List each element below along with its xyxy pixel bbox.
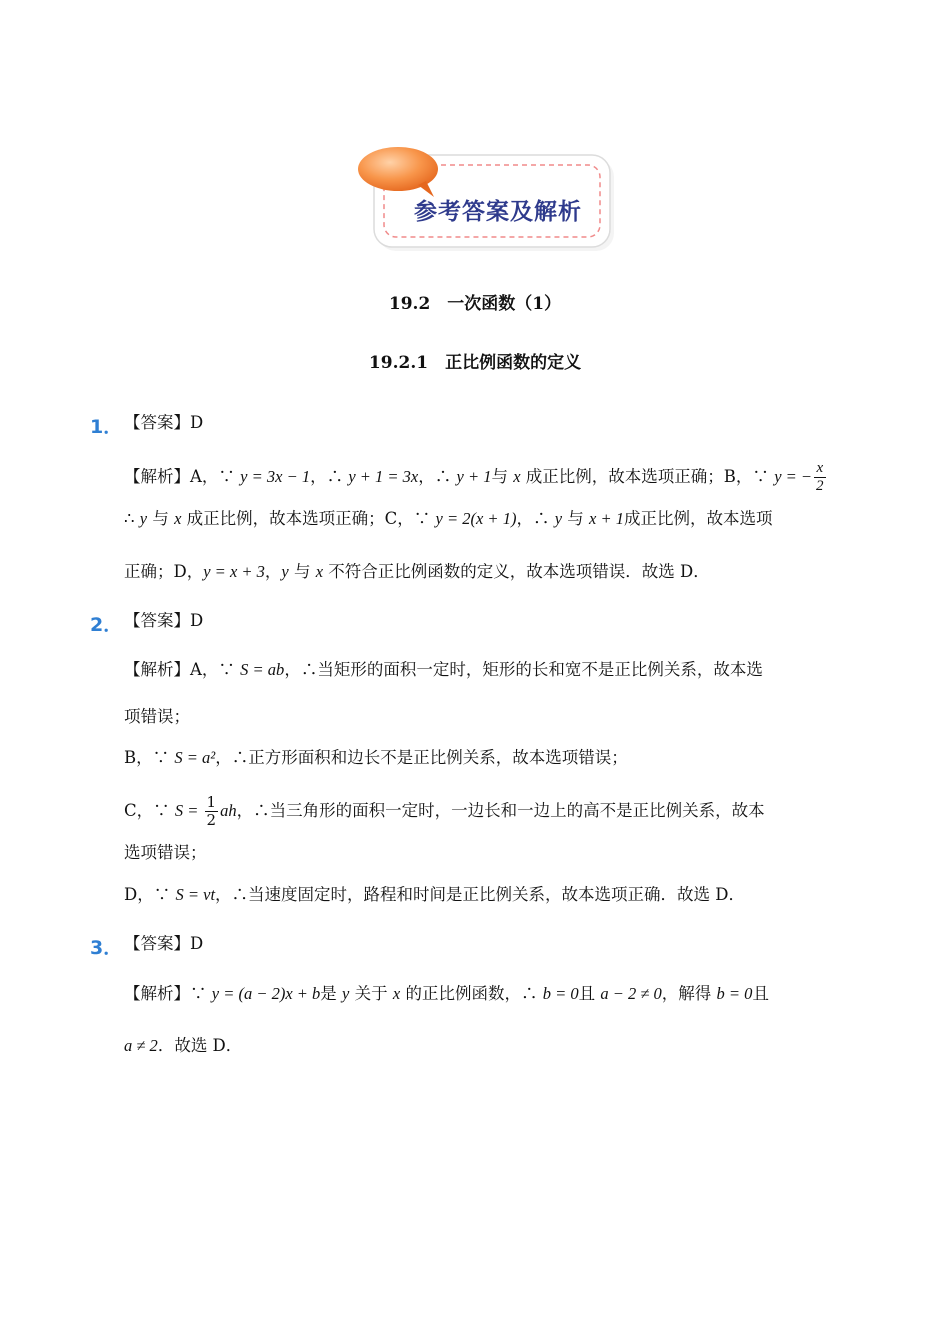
math: y	[139, 509, 148, 528]
text: 正确；D，	[124, 562, 204, 581]
math: x + 1	[589, 509, 624, 528]
text: 关于	[349, 984, 393, 1003]
text: 不符合正比例函数的定义，故本选项错误．故选 D．	[323, 562, 710, 581]
math: S =	[174, 801, 203, 820]
math: y	[554, 509, 563, 528]
subsection-title: 19.2.1 正比例函数的定义	[368, 353, 582, 373]
text: ，	[264, 562, 282, 581]
q1-explanation-line-2	[124, 508, 864, 530]
math: S = ab	[240, 660, 285, 679]
text: ，∴当三角形的面积一定时，一边长和一边上的高不是正比例关系，故本	[236, 801, 765, 820]
q2-explanation-line-2: 项错误；	[124, 707, 190, 726]
text: 与	[562, 509, 590, 528]
text: 【解析】∵	[124, 984, 212, 1003]
math: y + 1	[456, 467, 492, 486]
math: y = 3x − 1	[240, 467, 311, 486]
text: ，∴正方形面积和边长不是正比例关系，故本选项错误；	[215, 748, 628, 767]
q3-explanation-line-1	[124, 983, 864, 1005]
math: y = x + 3	[203, 562, 265, 581]
q2-explanation-line-6	[124, 884, 864, 906]
math: x	[174, 509, 182, 528]
text: ．故选 D．	[157, 1036, 243, 1055]
text: ，∴	[516, 509, 555, 528]
text: 【解析】A，∵	[124, 467, 241, 486]
text: ，∴当矩形的面积一定时，矩形的长和宽不是正比例关系，故本选	[284, 660, 763, 679]
fraction-one-half: $\frac{1}{2}$	[206, 793, 217, 829]
text: 且	[752, 984, 769, 1003]
text: 与	[491, 467, 514, 486]
math: a ≠ 2	[124, 1036, 158, 1055]
question-1-number: 1．	[90, 416, 123, 438]
q2-explanation-line-4	[124, 794, 864, 829]
math: a − 2 ≠ 0	[600, 984, 662, 1003]
text: B，∵	[124, 748, 175, 767]
text: D，∵	[124, 885, 176, 904]
math: y = (a − 2)x + b	[211, 984, 321, 1003]
math: ah	[220, 801, 237, 820]
math: y + 1 = 3x	[348, 467, 419, 486]
math: S = a²	[174, 748, 216, 767]
banner-title: 参考答案及解析	[414, 199, 582, 225]
text: ，∴	[310, 467, 349, 486]
text: 成正比例，故本选项正确；C，∵	[181, 509, 436, 528]
math: y = 2(x + 1)	[435, 509, 517, 528]
question-2-number: 2．	[90, 614, 123, 636]
text: 与	[147, 509, 175, 528]
q2-explanation-line-3	[124, 747, 864, 769]
math: b = 0	[716, 984, 753, 1003]
text: 成正比例，故本选项	[623, 509, 773, 528]
text: 且	[578, 984, 601, 1003]
text: ，∴	[418, 467, 457, 486]
text: C，∵	[124, 801, 175, 820]
text: 是	[320, 984, 343, 1003]
math: x	[513, 467, 521, 486]
text: 的正比例函数，∴	[400, 984, 543, 1003]
math: b = 0	[542, 984, 579, 1003]
math: x	[315, 562, 324, 581]
question-3-number: 3．	[90, 937, 123, 959]
text: 成正比例，故本选项正确；B，∵	[520, 467, 775, 486]
math: x	[392, 984, 401, 1003]
math: y	[342, 984, 350, 1003]
q1-answer: 【答案】D	[124, 413, 204, 432]
fraction-x-over-2: $\frac{x}{2}$	[816, 460, 824, 494]
q1-explanation-line-3	[124, 561, 864, 583]
math: y = −	[774, 467, 813, 486]
q3-explanation-line-2	[124, 1035, 864, 1057]
q2-answer: 【答案】D	[124, 611, 204, 630]
text: 与	[288, 562, 316, 581]
section-title: 19.2 一次函数（1）	[388, 294, 562, 314]
text: ，解得	[661, 984, 717, 1003]
math: S = vt	[175, 885, 216, 904]
q2-explanation-line-1	[124, 659, 864, 681]
math: y	[281, 562, 289, 581]
q2-explanation-line-5: 选项错误；	[124, 843, 207, 862]
q3-answer: 【答案】D	[124, 934, 204, 953]
text: ，∴当速度固定时，路程和时间是正比例关系，故本选项正确．故选 D．	[215, 885, 746, 904]
q1-explanation-line-1	[124, 460, 864, 495]
answer-banner	[356, 145, 618, 255]
text: 【解析】A，∵	[124, 660, 241, 679]
text: ∴	[124, 509, 140, 528]
